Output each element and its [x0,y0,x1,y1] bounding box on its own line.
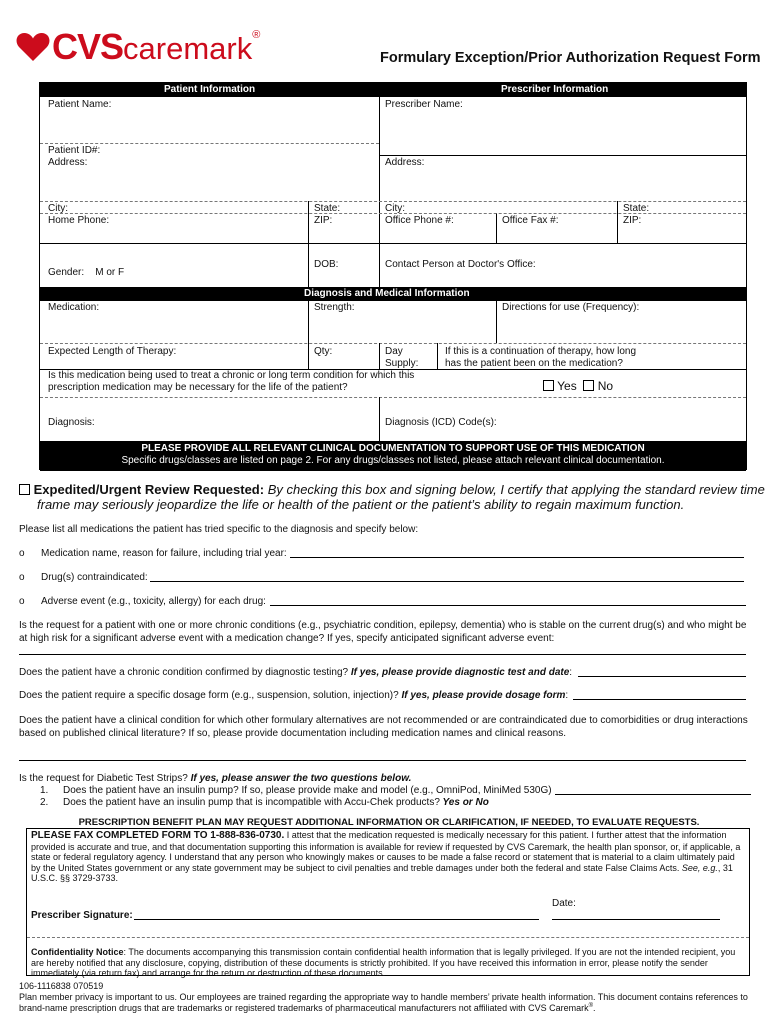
patient-address-field[interactable]: Address: [48,157,88,168]
dob-field[interactable]: DOB: [314,259,339,270]
date-line[interactable] [552,919,720,920]
yes-no-choice [543,379,613,393]
day-supply-field[interactable]: Day Supply: [385,346,419,369]
adverse-label: Adverse event (e.g., toxicity, allergy) for each drug: [41,596,266,607]
no-label: No [597,379,614,393]
gender-field[interactable]: Gender: M or F [48,267,125,278]
documentation-banner [40,441,746,471]
privacy-line-1: Plan member privacy is important to us. Our employees are trained regarding the appropriate way to handle members’ private health information. This document contains references to [19,992,748,1002]
prescriber-info-header: Prescriber Information [501,84,609,95]
strips-q2-num: 2. [40,797,49,808]
bullet: o [19,548,25,559]
patient-state-field[interactable]: State: [314,203,341,214]
form-id: 106-1116838 070519 [19,981,104,991]
patient-city-field[interactable]: City: [48,203,68,214]
clinical-condition-line[interactable] [19,760,746,761]
adverse-line[interactable] [270,605,746,606]
prescriber-zip-field[interactable]: ZIP: [623,215,642,226]
plan-notice: PRESCRIPTION BENEFIT PLAN MAY REQUEST ADDITIONAL INFORMATION OR CLARIFICATION, IF NEEDED, TO EVALUATE REQUESTS. [78,817,700,828]
attestation-text: PLEASE FAX COMPLETED FORM TO 1-888-836-0730. I attest that the medication requested is medically necessary for this patient. I further attest that the information provided is accurate and true, and that documentation supporting this information is available for review if requested by CVS Caremark, the health plan sponsor, or, if applicable, a state or federal regulatory agency. I understand that any person who knowingly makes or causes to be made a false record or statement that is material to a claim ultimately paid by the United States government or any state government may be subject to civil penalties and treble damages under both the federal and state False Claims Acts. See, e.g., 31 U.S.C. §§ 3729-3733. [31,830,741,883]
signature-line[interactable] [134,919,539,920]
strength-field[interactable]: Strength: [314,302,355,313]
prescriber-state-field[interactable]: State: [623,203,650,214]
patient-zip-field[interactable]: ZIP: [314,215,333,226]
bullet: o [19,572,25,583]
strips-q1: Does the patient have an insulin pump? If so, please provide make and model (e.g., OmniPod, MiniMed 530G) [63,785,552,796]
strips-q1-num: 1. [40,785,49,796]
bullet: o [19,596,25,607]
test-strips-question: Is the request for Diabetic Test Strips? If yes, please answer the two questions below. [19,773,412,784]
expedited-text-line2: frame may seriously jeopardize the life or health of the patient or the patient’s ability to regain maximum function. [37,497,685,512]
chronic-stable-answer-line[interactable] [19,654,746,655]
prescriber-city-field[interactable]: City: [385,203,405,214]
office-fax-field[interactable]: Office Fax #: [502,215,559,226]
office-phone-field[interactable]: Office Phone #: [385,215,454,226]
diagnosis-header-bar [40,287,746,301]
contact-person-field[interactable]: Contact Person at Doctor's Office: [385,259,536,270]
qty-field[interactable]: Qty: [314,346,333,357]
directions-field[interactable]: Directions for use (Frequency): [502,302,640,313]
home-phone-field[interactable]: Home Phone: [48,215,110,226]
chronic-stable-question: Is the request for a patient with one or more chronic conditions (e.g., psychiatric condition, epilepsy, dementia) who is stable on the current drug(s) and who might be at high risk for a significant adverse event with a medication change? If yes, specify anticipated significant adverse event: [19,620,747,644]
signature-label: Prescriber Signature: [31,910,133,921]
info-header-bar [40,83,746,97]
logo-wordmark: CVScaremark® [52,26,260,67]
no-checkbox[interactable] [583,380,594,391]
contraindicated-line[interactable] [150,581,744,582]
contraindicated-label: Drug(s) contraindicated: [41,572,148,583]
patient-info-header: Patient Information [164,84,256,95]
documentation-banner-title: PLEASE PROVIDE ALL RELEVANT CLINICAL DOCUMENTATION TO SUPPORT USE OF THIS MEDICATION [141,443,645,454]
continuation-field[interactable]: If this is a continuation of therapy, how long has the patient been on the medication? [445,346,637,369]
expected-length-field[interactable]: Expected Length of Therapy: [48,346,177,357]
dosage-form-line[interactable] [573,699,746,700]
strips-q2: Does the patient have an insulin pump that is incompatible with Accu-Chek products? Yes or No [63,797,489,808]
yes-checkbox[interactable] [543,380,554,391]
prescriber-name-field[interactable]: Prescriber Name: [385,99,463,110]
expedited-review-line [19,482,765,497]
diagnostic-test-line[interactable] [578,676,746,677]
expedited-label: Expedited/Urgent Review Requested: [33,482,265,497]
patient-prescriber-table [39,82,747,470]
list-intro: Please list all medications the patient has tried specific to the diagnosis and specify below: [19,524,419,535]
chronic-condition-question: Is this medication being used to treat a chronic or long term condition for which this prescription medication may be necessary for the life of the patient? [48,370,415,393]
medication-field[interactable]: Medication: [48,302,100,313]
yes-label: Yes [557,379,577,393]
diagnosis-field[interactable]: Diagnosis: [48,417,95,428]
diagnostic-test-question: Does the patient have a chronic condition confirmed by diagnostic testing? If yes, please provide diagnostic test and date: [19,667,573,678]
diagnosis-header: Diagnosis and Medical Information [304,288,470,299]
med-name-label: Medication name, reason for failure, including trial year: [41,548,287,559]
clinical-condition-question: Does the patient have a clinical condition for which other formulary alternatives are not recommended or are contraindicated due to comorbidities or drug interactions based on published clinical literature? If so, please provide documentation including medication names and clinical reasons. [19,715,748,739]
med-name-line[interactable] [290,557,744,558]
heart-icon [16,32,50,62]
expedited-text: By checking this box and signing below, I certify that applying the standard review time [264,482,765,497]
strips-q1-line[interactable] [555,794,751,795]
patient-name-field[interactable]: Patient Name: [48,99,112,110]
documentation-banner-subtitle: Specific drugs/classes are listed on page 2. For any drugs/classes not listed, please attach relevant clinical documentation. [121,455,665,466]
expedited-checkbox[interactable] [19,484,30,495]
confidentiality-notice: Confidentiality Notice: The documents accompanying this transmission contain confidential health information that is legally privileged. If you are not the intended recipient, you are hereby notified that any disclosure, copying, distribution of these documents is strictly prohibited. If you have received this information in error, please notify the sender immediately (via return fax) and arrange for the return or destruction of these documents. [31,947,736,978]
prescriber-address-field[interactable]: Address: [385,157,425,168]
date-label: Date: [552,898,576,909]
privacy-line-2: brand-name prescription drugs that are trademarks or registered trademarks of pharmaceutical manufacturers not affiliated with CVS Caremark®. [19,1003,596,1013]
patient-id-field[interactable]: Patient ID#: [48,145,101,156]
dosage-form-question: Does the patient require a specific dosage form (e.g., suspension, solution, injection)? If yes, please provide dosage form: [19,690,569,701]
icd-codes-field[interactable]: Diagnosis (ICD) Code(s): [385,417,497,428]
form-title: Formulary Exception/Prior Authorization Request Form [380,50,761,66]
